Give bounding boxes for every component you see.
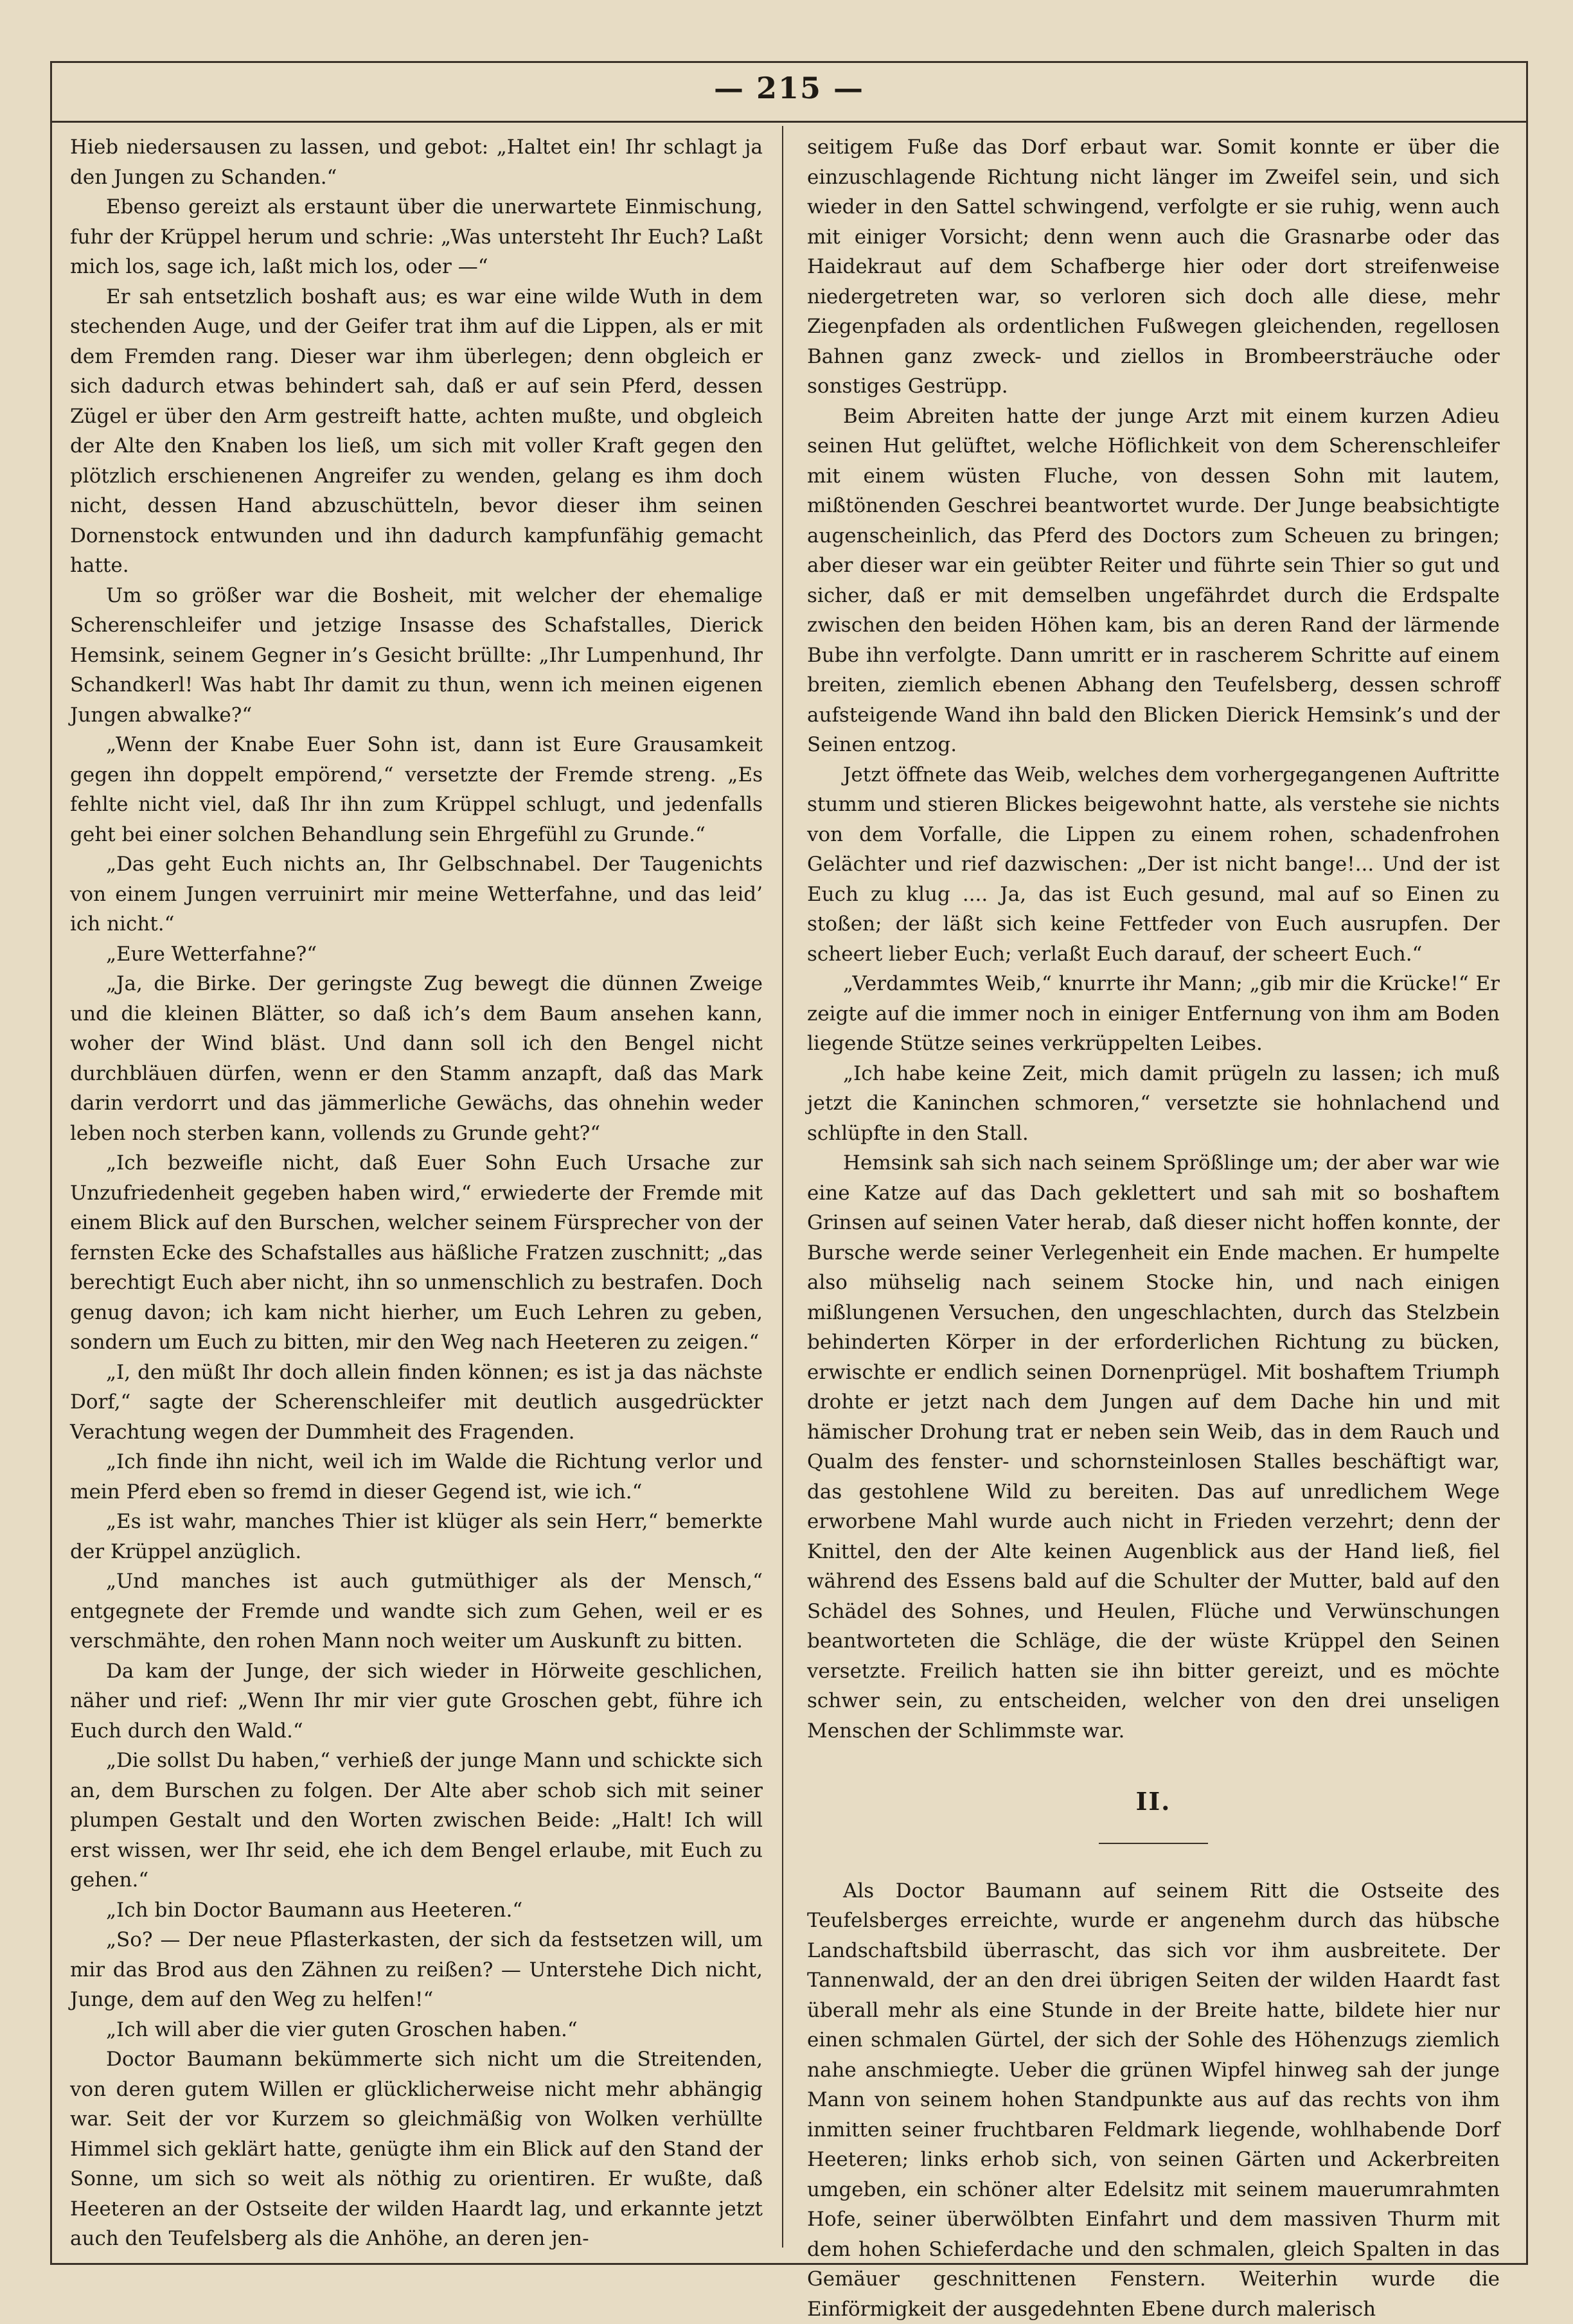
paragraph: „Ja, die Birke. Der geringste Zug bewegt die dünnen Zweige und die kleinen Blätter, so daß ich’s dem Baum ansehen kann, woher der Wind bläst. Und dann soll ich den Bengel nicht durchbläuen dürfen, wenn er den Stamm anzapft, daß das Mark darin verdorrt und das jämmerliche Gewächs, das ohnehin weder leben noch sterben kann, vollends zu Grunde geht?“ [70,969,763,1148]
paragraph: „Ich bin Doctor Baumann aus Heeteren.“ [70,1895,763,1926]
paragraph: „Es ist wahr, manches Thier ist klüger als sein Herr,“ bemerkte der Krüppel anzüglich. [70,1507,763,1566]
column-divider [782,126,783,2248]
header-rule [52,121,1526,123]
paragraph: Er sah entsetzlich boshaft aus; es war eine wilde Wuth in dem stechenden Auge, und der Geifer trat ihm auf die Lippen, als er mit dem Fremden rang. Dieser war ihm überlegen; denn obgleich er sich dadurch etwas behindert sah, daß er auf sein Pferd, dessen Zügel er über den Arm gestreift hatte, achten mußte, und obgleich der Alte den Knaben los ließ, um sich mit voller Kraft gegen den plötzlich erschienenen Angreifer zu wenden, gelang es ihm doch nicht, dessen Hand abzuschütteln, bevor dieser ihm seinen Dornenstock entwunden und ihn dadurch kampfunfähig gemacht hatte. [70,282,763,581]
paragraph: „So? — Der neue Pflasterkasten, der sich da festsetzen will, um mir das Brod aus den Zähnen zu reißen? — Unterstehe Dich nicht, Junge, dem auf den Weg zu helfen!“ [70,1925,763,2015]
paragraph: „Ich bezweifle nicht, daß Euer Sohn Euch Ursache zur Unzufriedenheit gegeben haben wird,“ erwiederte der Fremde mit einem Blick auf den Burschen, welcher seinem Fürsprecher von der fernsten Ecke des Schafstalles aus häßliche Fratzen zuschnitt; „das berechtigt Euch aber nicht, ihn so unmenschlich zu bestrafen. Doch genug davon; ich kam nicht hierher, um Euch Lehren zu geben, sondern um Euch zu bitten, mir den Weg nach Heeteren zu zeigen.“ [70,1148,763,1358]
paragraph: „Ich habe keine Zeit, mich damit prügeln zu lassen; ich muß jetzt die Kaninchen schmoren,“ versetzte sie hohnlachend und schlüpfte in den Stall. [807,1059,1500,1149]
paragraph: „I, den müßt Ihr doch allein finden können; es ist ja das nächste Dorf,“ sagte der Scherenschleifer mit deutlich ausgedrückter Verachtung wegen der Dummheit des Fragenden. [70,1358,763,1448]
section-heading-text: II. [1136,1787,1171,1816]
paragraph: seitigem Fuße das Dorf erbaut war. Somit konnte er über die einzuschlagende Richtung nicht länger im Zweifel sein, und sich wieder in den Sattel schwingend, verfolgte er sie ruhig, wenn auch mit einiger Vorsicht; denn wenn auch die Grasnarbe oder das Haidekraut auf dem Schafberge hier oder dort streifenweise niedergetreten war, so verloren sich doch alle diese, mehr Ziegenpfaden als ordentlichen Fußwegen gleichenden, regellosen Bahnen ganz zweck- und ziellos in Brombeersträuche oder sonstiges Gestrüpp. [807,132,1500,402]
paragraph: Hemsink sah sich nach seinem Sprößlinge um; der aber war wie eine Katze auf das Dach geklettert und sah mit so boshaftem Grinsen auf seinen Vater herab, daß dieser nicht hoffen konnte, der Bursche werde seiner Verlegenheit ein Ende machen. Er humpelte also mühselig nach seinem Stocke hin, und nach einigen mißlungenen Versuchen, den ungeschlachten, durch das Stelzbein behinderten Körper in der erforderlichen Richtung zu bücken, erwischte er endlich seinen Dornenprügel. Mit boshaftem Triumph drohte er jetzt nach dem Jungen auf dem Dache hin und mit hämischer Drohung trat er neben sein Weib, das in dem Rauch und Qualm des fenster- und schornsteinlosen Stalles beschäftigt war, das gestohlene Wild zu bereiten. Das auf unredlichem Wege erworbene Mahl wurde auch nicht in Frieden verzehrt; denn der Knittel, den der Alte keinen Augenblick aus der Hand ließ, fiel während des Essens bald auf die Schulter der Mutter, bald auf den Schädel des Sohnes, und Heulen, Flüche und Verwünschungen beantworteten die Schläge, die der wüste Krüppel den Seinen versetzte. Freilich hatten sie ihn bitter gereizt, und es möchte schwer sein, zu entscheiden, welcher von den drei unseligen Menschen der Schlimmste war. [807,1148,1500,1746]
paragraph: Als Doctor Baumann auf seinem Ritt die Ostseite des Teufelsberges erreichte, wurde er angenehm durch das hübsche Landschaftsbild überrascht, das sich vor ihm ausbreitete. Der Tannenwald, der an den drei übrigen Seiten der wilden Haardt fast überall mehr als eine Stunde in der Breite hatte, bildete hier nur einen schmalen Gürtel, der sich der Sohle des Höhenzugs ziemlich nahe anschmiegte. Ueber die grünen Wipfel hinweg sah der junge Mann von seinem hohen Standpunkte aus auf das rechts von ihm inmitten seiner fruchtbaren Feldmark liegende, wohlhabende Dorf Heeteren; links erhob sich, von seinen Gärten und Ackerbreiten umgeben, ein schöner alter Edelsitz mit seinem mauerumrahmten Hofe, seiner überwölbten Einfahrt und dem massiven Thurm mit dem hohen Schieferdache und den schmalen, gleich Spalten in das Gemäuer geschnittenen Fenstern. Weiterhin wurde die Einförmigkeit der ausgedehnten Ebene durch malerisch [807,1876,1500,2324]
paragraph: Ebenso gereizt als erstaunt über die unerwartete Einmischung, fuhr der Krüppel herum und schrie: „Was untersteht Ihr Euch? Laßt mich los, sage ich, laßt mich los, oder —“ [70,192,763,282]
paragraph: „Ich will aber die vier guten Groschen haben.“ [70,2015,763,2045]
paragraph: Jetzt öffnete das Weib, welches dem vorhergegangenen Auftritte stumm und stieren Blickes beigewohnt hatte, als verstehe sie nichts von dem Vorfalle, die Lippen zu einem rohen, schadenfrohen Gelächter und rief dazwischen: „Der ist nicht bange!... Und der ist Euch zu klug .... Ja, das ist Euch gesund, mal auf so Einen zu stoßen; der läßt sich keine Fettfeder von Euch ausrupfen. Der scheert lieber Euch; verlaßt Euch darauf, der scheert Euch.“ [807,760,1500,970]
paragraph: Um so größer war die Bosheit, mit welcher der ehemalige Scherenschleifer und jetzige Insasse des Schafstalles, Dierick Hemsink, seinem Gegner in’s Gesicht brüllte: „Ihr Lumpenhund, Ihr Schandkerl! Was habt Ihr damit zu thun, wenn ich meinen eigenen Jungen abwalke?“ [70,581,763,731]
left-column [70,132,763,2254]
right-column [807,132,1500,2324]
paragraph: „Verdammtes Weib,“ knurrte ihr Mann; „gib mir die Krücke!“ Er zeigte auf die immer noch in einiger Entfernung von ihm am Boden liegende Stütze seines verkrüppelten Leibes. [807,969,1500,1059]
paragraph: Da kam der Junge, der sich wieder in Hörweite geschlichen, näher und rief: „Wenn Ihr mir vier gute Groschen gebt, führe ich Euch durch den Wald.“ [70,1656,763,1746]
section-heading [807,1787,1500,1844]
paragraph: Hieb niedersausen zu lassen, und gebot: „Haltet ein! Ihr schlagt ja den Jungen zu Schanden.“ [70,132,763,192]
paragraph: „Wenn der Knabe Euer Sohn ist, dann ist Eure Grausamkeit gegen ihn doppelt empörend,“ versetzte der Fremde streng. „Es fehlte nicht viel, daß Ihr ihn zum Krüppel schlugt, und jedenfalls geht bei einer solchen Behandlung sein Ehrgefühl zu Grunde.“ [70,730,763,849]
section-rule [1099,1843,1208,1844]
paragraph: Doctor Baumann bekümmerte sich nicht um die Streitenden, von deren gutem Willen er glücklicherweise nicht mehr abhängig war. Seit der vor Kurzem so gleichmäßig von Wolken verhüllte Himmel sich geklärt hatte, genügte ihm ein Blick auf den Stand der Sonne, um sich so weit als nöthig zu orientiren. Er wußte, daß Heeteren an der Ostseite der wilden Haardt lag, und erkannte jetzt auch den Teufelsberg als die Anhöhe, an deren jen- [70,2045,763,2254]
paragraph: „Ich finde ihn nicht, weil ich im Walde die Richtung verlor und mein Pferd eben so fremd in dieser Gegend ist, wie ich.“ [70,1447,763,1507]
paragraph: „Das geht Euch nichts an, Ihr Gelbschnabel. Der Taugenichts von einem Jungen verruinirt mir meine Wetterfahne, und das leid’ ich nicht.“ [70,849,763,939]
page-number: — 215 — [52,71,1526,105]
paragraph: „Die sollst Du haben,“ verhieß der junge Mann und schickte sich an, dem Burschen zu folgen. Der Alte aber schob sich mit seiner plumpen Gestalt und den Worten zwischen Beide: „Halt! Ich will erst wissen, wer Ihr seid, ehe ich dem Bengel erlaube, mit Euch zu gehen.“ [70,1746,763,1895]
newspaper-page [50,61,1528,2265]
paragraph: Beim Abreiten hatte der junge Arzt mit einem kurzen Adieu seinen Hut gelüftet, welche Höflichkeit von dem Scherenschleifer mit einem wüsten Fluche, von dessen Sohn mit lautem, mißtönenden Geschrei beantwortet wurde. Der Junge beabsichtigte augenscheinlich, das Pferd des Doctors zum Scheuen zu bringen; aber dieser war ein geübter Reiter und führte sein Thier so gut und sicher, daß er mit demselben ungefährdet durch die Erdspalte zwischen den beiden Höhen kam, bis an deren Rand der lärmende Bube ihn verfolgte. Dann umritt er in rascherem Schritte auf einem breiten, ziemlich ebenen Abhang den Teufelsberg, dessen schroff aufsteigende Wand ihn bald den Blicken Dierick Hemsink’s und der Seinen entzog. [807,402,1500,760]
paragraph: „Und manches ist auch gutmüthiger als der Mensch,“ entgegnete der Fremde und wandte sich zum Gehen, weil er es verschmähte, den rohen Mann noch weiter um Auskunft zu bitten. [70,1566,763,1656]
right-column-top [807,132,1500,1746]
right-column-bottom [807,1876,1500,2324]
paragraph: „Eure Wetterfahne?“ [70,939,763,970]
